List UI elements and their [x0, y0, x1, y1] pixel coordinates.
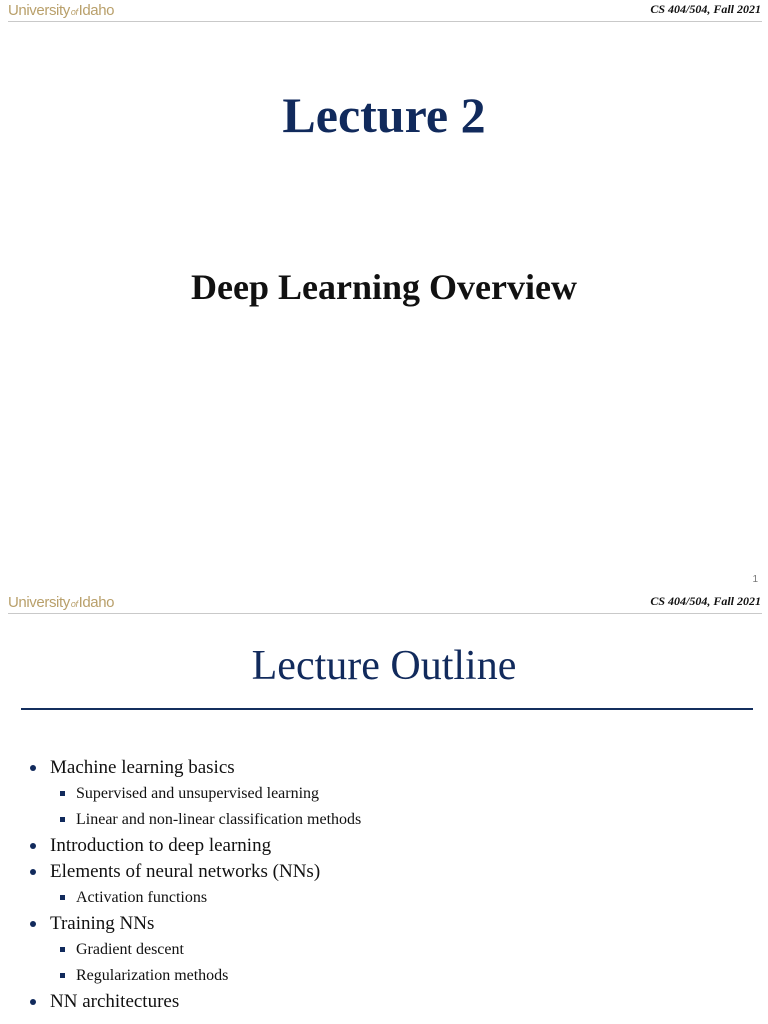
course-label: CS 404/504, Fall 2021	[650, 2, 761, 16]
outline-item: Machine learning basics	[0, 755, 768, 781]
outline-title: Lecture Outline	[251, 643, 517, 689]
slide-header	[0, 0, 768, 24]
square-bullet-icon	[60, 817, 65, 822]
header-divider	[8, 21, 762, 22]
outline-subitem: Supervised and unsupervised learning	[0, 781, 768, 807]
round-bullet-icon	[30, 999, 36, 1005]
square-bullet-icon	[60, 947, 65, 952]
outline-item: NN architectures	[0, 989, 768, 1015]
outline-subitem: Activation functions	[0, 885, 768, 911]
round-bullet-icon	[30, 765, 36, 771]
title-divider	[21, 708, 753, 710]
outline-item: Introduction to deep learning	[0, 833, 768, 859]
header-divider	[8, 613, 762, 614]
outline-item: Training NNs	[0, 911, 768, 937]
outline-list	[0, 755, 768, 1015]
outline-subitem: Linear and non-linear classification methods	[0, 807, 768, 833]
university-logo: UniversityofIdaho	[8, 2, 115, 19]
round-bullet-icon	[30, 921, 36, 927]
lecture-subtitle: Deep Learning Overview	[191, 267, 577, 307]
square-bullet-icon	[60, 973, 65, 978]
round-bullet-icon	[30, 843, 36, 849]
square-bullet-icon	[60, 895, 65, 900]
university-logo: UniversityofIdaho	[8, 594, 115, 611]
outline-item: Elements of neural networks (NNs)	[0, 859, 768, 885]
outline-slide	[0, 592, 768, 1024]
slide-header	[0, 592, 768, 616]
outline-subitem: Regularization methods	[0, 963, 768, 989]
course-label: CS 404/504, Fall 2021	[650, 594, 761, 608]
page-number: 1	[752, 574, 758, 585]
square-bullet-icon	[60, 791, 65, 796]
round-bullet-icon	[30, 869, 36, 875]
lecture-title: Lecture 2	[282, 87, 486, 143]
outline-subitem: Gradient descent	[0, 937, 768, 963]
